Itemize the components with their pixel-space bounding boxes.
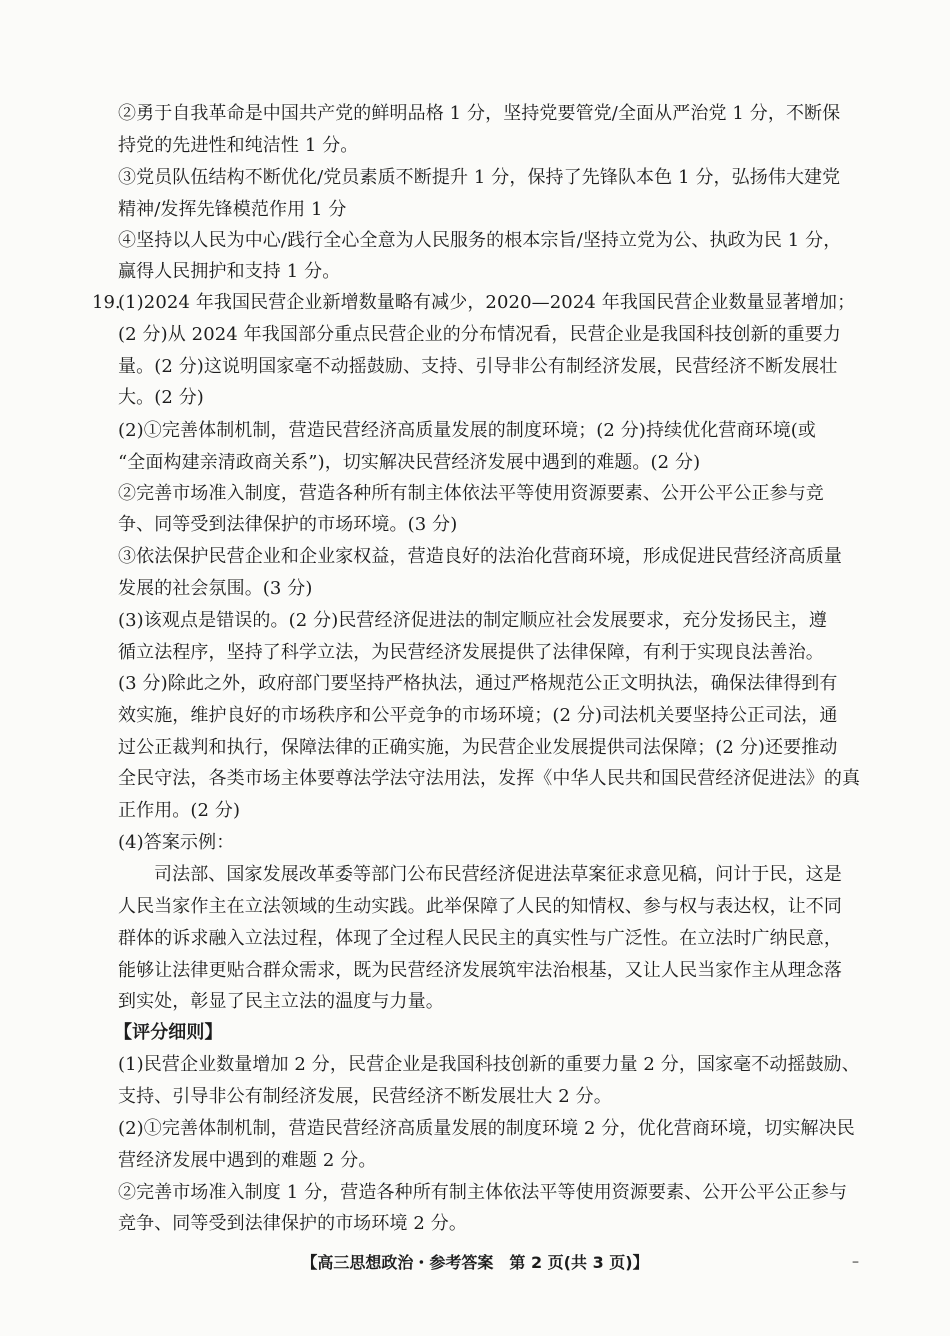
text-line: 循立法程序，坚持了科学立法，为民营经济发展提供了法律保障，有利于实现良法善治。 [118,642,824,663]
text-line: (3 分)除此之外，政府部门要坚持严格执法，通过严格规范公正文明执法，确保法律得到有 [118,673,838,694]
text-line: ②勇于自我革命是中国共产党的鲜明品格 1 分，坚持党要管党/全面从严治党 1 分，不断保 [118,103,841,124]
text-line: 竞争、同等受到法律保护的市场环境 2 分。 [118,1213,467,1234]
text-line: (2 分)从 2024 年我国部分重点民营企业的分布情况看，民营企业是我国科技创新的重要力 [118,324,841,345]
text-line: 大。(2 分) [118,387,204,408]
text-line: ③依法保护民营企业和企业家权益，营造良好的法治化营商环境，形成促进民营经济高质量 [118,546,842,567]
text-line: ③党员队伍结构不断优化/党员素质不断提升 1 分，保持了先锋队本色 1 分，弘扬伟大建党 [118,167,841,188]
text-line: 发展的社会氛围。(3 分) [118,578,313,599]
text-line: 正作用。(2 分) [118,800,241,821]
text-line: 全民守法，各类市场主体要尊法学法守法用法，发挥《中华人民共和国民营经济促进法》的真 [118,768,861,789]
sample-answer-line: 司法部、国家发展改革委等部门公布民营经济促进法草案征求意见稿，问计于民，这是 [154,864,842,885]
sample-answer-line: 人民当家作主在立法领域的生动实践。此举保障了人民的知情权、参与权与表达权，让不同 [118,896,842,917]
sample-answer-line: 到实处，彰显了民主立法的温度与力量。 [118,991,444,1012]
sample-answer-line: 能够让法律更贴合群众需求，既为民营经济发展筑牢法治根基，又让人民当家作主从理念落 [118,960,842,981]
text-line: 精神/发挥先锋模范作用 1 分 [118,199,347,220]
text-line: 量。(2 分)这说明国家毫不动摇鼓励、支持、引导非公有制经济发展，民营经济不断发展壮 [118,356,838,377]
text-line: 支持、引导非公有制经济发展，民营经济不断发展壮大 2 分。 [118,1086,612,1107]
question-number: 19. [92,292,121,313]
text-line: 过公正裁判和执行，保障法律的正确实施，为民营企业发展提供司法保障；(2 分)还要推动 [118,737,838,758]
text-line: 持党的先进性和纯洁性 1 分。 [118,135,359,156]
text-line: 赢得人民拥护和支持 1 分。 [118,261,341,282]
sample-answer-line: 群体的诉求融入立法过程，体现了全过程人民民主的真实性与广泛性。在立法时广纳民意， [118,928,842,949]
text-line: (1)2024 年我国民营企业新增数量略有减少，2020—2024 年我国民营企业数量显著增加； [118,292,856,313]
scoring-rules-heading: 【评分细则】 [114,1022,223,1043]
text-line: (2)①完善体制机制，营造民营经济高质量发展的制度环境 2 分，优化营商环境，切实解决民 [118,1118,855,1139]
text-line: (4)答案示例： [118,832,235,853]
text-line: ④坚持以人民为中心/践行全心全意为人民服务的根本宗旨/坚持立党为公、执政为民 1 分， [118,230,842,251]
text-line: 效实施，维护良好的市场秩序和公平竞争的市场环境；(2 分)司法机关要坚持公正司法，通 [118,705,838,726]
text-line: ②完善市场准入制度，营造各种所有制主体依法平等使用资源要素、公开公平公正参与竞 [118,483,824,504]
text-line: (2)①完善体制机制，营造民营经济高质量发展的制度环境；(2 分)持续优化营商环境(或 [118,420,817,441]
text-line: “全面构建亲清政商关系”)，切实解决民营经济发展中遇到的难题。(2 分) [118,452,701,473]
corner-mark: – [852,1254,859,1270]
text-line: (1)民营企业数量增加 2 分，民营企业是我国科技创新的重要力量 2 分，国家毫不动摇鼓励、 [118,1054,860,1075]
text-line: 争、同等受到法律保护的市场环境。(3 分) [118,514,458,535]
text-line: 营经济发展中遇到的难题 2 分。 [118,1150,377,1171]
page-footer: 【高三思想政治・参考答案 第 2 页(共 3 页)】 [301,1253,649,1272]
text-line: ②完善市场准入制度 1 分，营造各种所有制主体依法平等使用资源要素、公开公平公正参与 [118,1182,848,1203]
text-line: (3)该观点是错误的。(2 分)民营经济促进法的制定顺应社会发展要求，充分发扬民主，遵 [118,610,828,631]
